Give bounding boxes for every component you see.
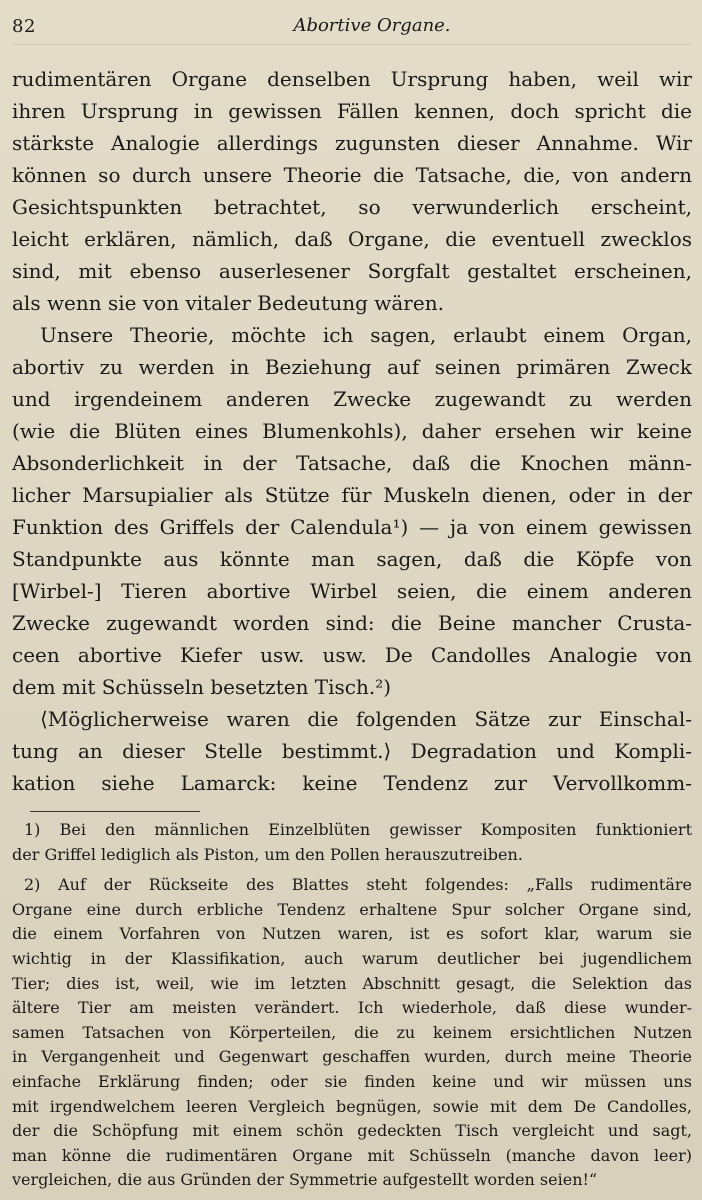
text-line: ceen abortive Kiefer usw. usw. De Candolles Analogie von — [12, 643, 692, 667]
footnote-line: wichtig in der Klassifikation, auch warum deutlicher bei jugendlichem — [12, 948, 692, 968]
running-title: Abortive Organe. — [293, 15, 451, 36]
footnote-line: ältere Tier am meisten verändert. Ich wiederhole, daß diese wunder- — [12, 998, 692, 1018]
footnote-divider — [30, 811, 200, 812]
footnote-line: einfache Erklärung finden; oder sie finden keine und wir müssen uns — [12, 1071, 692, 1091]
text-line: Standpunkte aus könnte man sagen, daß die Köpfe von — [12, 547, 692, 571]
footnote-line: die einem Vorfahren von Nutzen waren, ist es sofort klar, warum sie — [12, 924, 692, 944]
text-line: und irgendeinem anderen Zwecke zugewandt zu werden — [12, 387, 692, 411]
footnote-line: mit irgendwelchem leeren Vergleich begnügen, sowie mit dem De Candolles, — [12, 1096, 692, 1116]
footnote-line: der die Schöpfung mit einem schön gedeckten Tisch vergleicht und sagt, — [12, 1121, 692, 1141]
text-line: licher Marsupialier als Stütze für Muskeln dienen, oder in der — [12, 483, 692, 507]
footnote-line: Organe eine durch erbliche Tendenz erhaltene Spur solcher Organe sind, — [12, 899, 692, 919]
footnote-line: 2) Auf der Rückseite des Blattes steht folgendes: „Falls rudimentäre — [24, 875, 692, 895]
text-line: leicht erklären, nämlich, daß Organe, die eventuell zwecklos — [12, 227, 692, 251]
text-line: kation siehe Lamarck: keine Tendenz zur Vervollkomm- — [12, 771, 692, 795]
text-line: tung an dieser Stelle bestimmt.⟩ Degradation und Kompli- — [12, 739, 692, 763]
text-line: Funktion des Griffels der Calendula¹) — ja von einem gewissen — [12, 515, 692, 539]
page-header — [12, 0, 692, 45]
text-line: Absonderlichkeit in der Tatsache, daß die Knochen männ- — [12, 451, 692, 475]
footnote-line: Tier; dies ist, weil, wie im letzten Abschnitt gesagt, die Selektion das — [12, 973, 692, 993]
main-text — [12, 63, 692, 799]
text-line: Unsere Theorie, möchte ich sagen, erlaubt einem Organ, — [40, 323, 692, 347]
footnote-line: vergleichen, die aus Gründen der Symmetrie aufgestellt worden seien!“ — [12, 1170, 598, 1190]
text-line: Zwecke zugewandt worden sind: die Beine mancher Crusta- — [12, 611, 692, 635]
page-number: 82 — [12, 16, 36, 37]
footnote-line: 1) Bei den männlichen Einzelblüten gewisser Kompositen funktioniert — [24, 820, 692, 839]
text-line: können so durch unsere Theorie die Tatsache, die, von andern — [12, 163, 692, 187]
text-line: rudimentären Organe denselben Ursprung haben, weil wir — [12, 67, 692, 91]
text-line: ⟨Möglicherweise waren die folgenden Sätze zur Einschal- — [40, 707, 692, 731]
footnote-line: in Vergangenheit und Gegenwart geschaffen wurden, durch meine Theorie — [12, 1047, 692, 1067]
text-line: ihren Ursprung in gewissen Fällen kennen, doch spricht die — [12, 99, 692, 123]
text-line: als wenn sie von vitaler Bedeutung wären. — [12, 291, 444, 315]
footnote-line: der Griffel lediglich als Piston, um den Pollen herauszutreiben. — [12, 844, 523, 864]
text-line: abortiv zu werden in Beziehung auf seinen primären Zweck — [12, 355, 692, 379]
text-line: (wie die Blüten eines Blumenkohls), daher ersehen wir keine — [12, 419, 692, 443]
footnotes — [12, 818, 692, 1193]
text-line: stärkste Analogie allerdings zugunsten dieser Annahme. Wir — [12, 131, 692, 155]
text-line: [Wirbel-] Tieren abortive Wirbel seien, die einem anderen — [12, 579, 692, 603]
footnote-line: samen Tatsachen von Körperteilen, die zu keinem ersichtlichen Nutzen — [12, 1022, 692, 1042]
text-line: Gesichtspunkten betrachtet, so verwunderlich erscheint, — [12, 195, 692, 219]
text-line: dem mit Schüsseln besetzten Tisch.²) — [12, 675, 392, 699]
text-line: sind, mit ebenso auserlesener Sorgfalt gestaltet erscheinen, — [12, 259, 692, 283]
footnote-line: man könne die rudimentären Organe mit Schüsseln (manche davon leer) — [12, 1145, 692, 1165]
